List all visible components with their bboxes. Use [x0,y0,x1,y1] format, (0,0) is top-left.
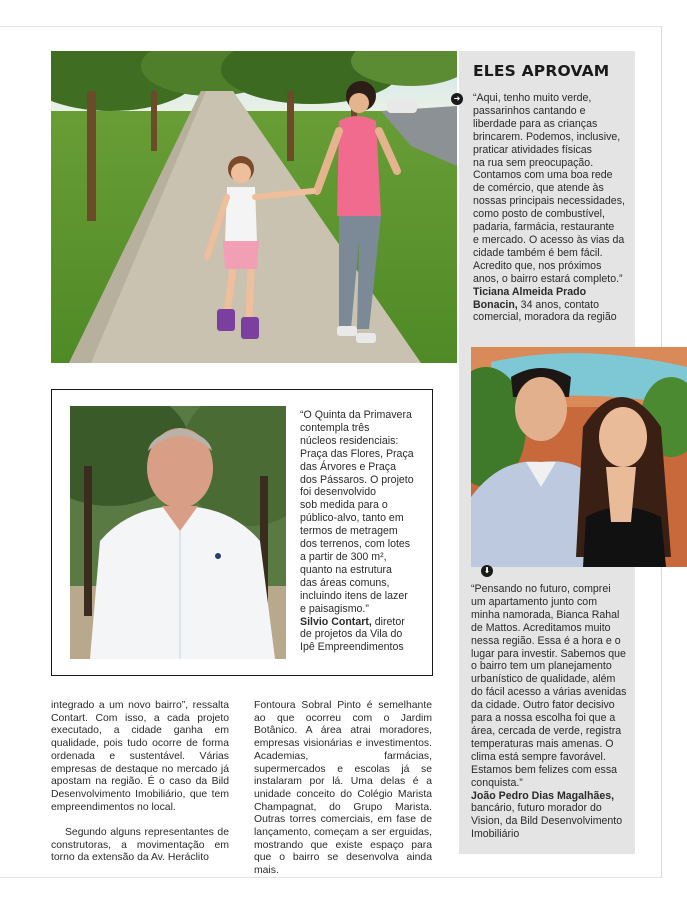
interview-quote-silvio [300,409,420,654]
quote-author: Silvio Contart, [300,615,372,628]
arrow-right-icon: ➜ [451,93,463,105]
park-illustration [51,51,457,363]
photo-mother-daughter-park [51,51,457,363]
quote-text: “Aqui, tenho muito verde, passarinhos cantando e liberdade para as crianças brincarem. Podemos, inclusive, praticar atividades físicas na rua sem preocupação. Contamos com uma boa rede de comércio, que atende às nossas principais necessidades, como posto de combustível, padaria, farmácia, restaurante e mercado. O acesso às vias da cidade também é bem fácil. Acredito que, nos próximos anos, o bairro estará completo.” [473,92,625,285]
photo-couple [471,347,687,567]
man-illustration [70,406,286,659]
couple-illustration [471,347,687,567]
photo-silvio-contart [70,406,286,659]
testimonial-quote-ticiana [473,92,629,324]
quote-author-role: diretor de projetos da Vila do Ipê Empreendimentos [300,615,405,654]
body-column-2 [254,700,432,878]
quote-author: João Pedro Dias Magalhães, [471,789,615,802]
quote-text: “O Quinta da Primavera contempla três núcleos residenciais: Praça das Flores, Praça das Árvores e Praça dos Pássaros. O projeto foi desenvolvido sob medida para o público-alvo, tanto em termos de metragem dos terrenos, com lotes a partir de 300 m², quanto na estrutura das áreas comuns, incluindo itens de lazer e paisagismo.” [300,409,414,615]
body-paragraph: Segundo alguns representantes de construtoras, a movimentação em torno da extensão da Av. Heráclito [51,827,229,864]
body-paragraph: Fontoura Sobral Pinto é semelhante ao que ocorreu com o Jardim Botânico. A área atrai moradores, empresas visionárias e investimentos. Academias, farmácias, supermercados e escolas já se instalaram por lá. Uma delas é a unidade conceito do Colégio Marista Champagnat, do Grupo Marista. Outras torres comerciais, em fase de lançamento, começam a ser erguidas, mostrando que existe espaço para que o bairro se desenvolva ainda mais. [254,700,432,877]
quote-author-role: 34 anos, contato comercial, moradora da região [473,298,617,324]
arrow-down-icon: ⬇ [481,565,493,577]
testimonial-quote-joao [471,583,631,841]
sidebar-title: ELES APROVAM [473,62,610,80]
quote-author-role: bancário, futuro morador do Vision, da Bild Desenvolvimento Imobiliário [471,802,623,841]
quote-author: Ticiana Almeida Prado Bonacin, [473,285,587,311]
body-paragraph: integrado a um novo bairro”, ressalta Contart. Com isso, a cada projeto executado, a cidade ganha em qualidade, pois tudo ocorre de forma ordenada e sustentável. Várias empresas de destaque no mercado já apostam na região. É o caso da Bild Desenvolvimento Imobiliário, que tem empreendimentos no local. [51,700,229,813]
body-column-1 [51,700,229,865]
quote-text: “Pensando no futuro, comprei um apartamento junto com minha namorada, Bianca Rahal de Mattos. Acreditamos muito nessa região. Essa é a hora e o lugar para investir. Sabemos que o bairro tem um planejamento urbanístico de qualidade, além do fácil acesso a várias avenidas da cidade. Outro fator decisivo para a nossa escolha foi que a área, cercada de verde, registra temperaturas mais amenas. O clima está sempre favorável. Estamos bem felizes com essa conquista.” [471,583,627,789]
